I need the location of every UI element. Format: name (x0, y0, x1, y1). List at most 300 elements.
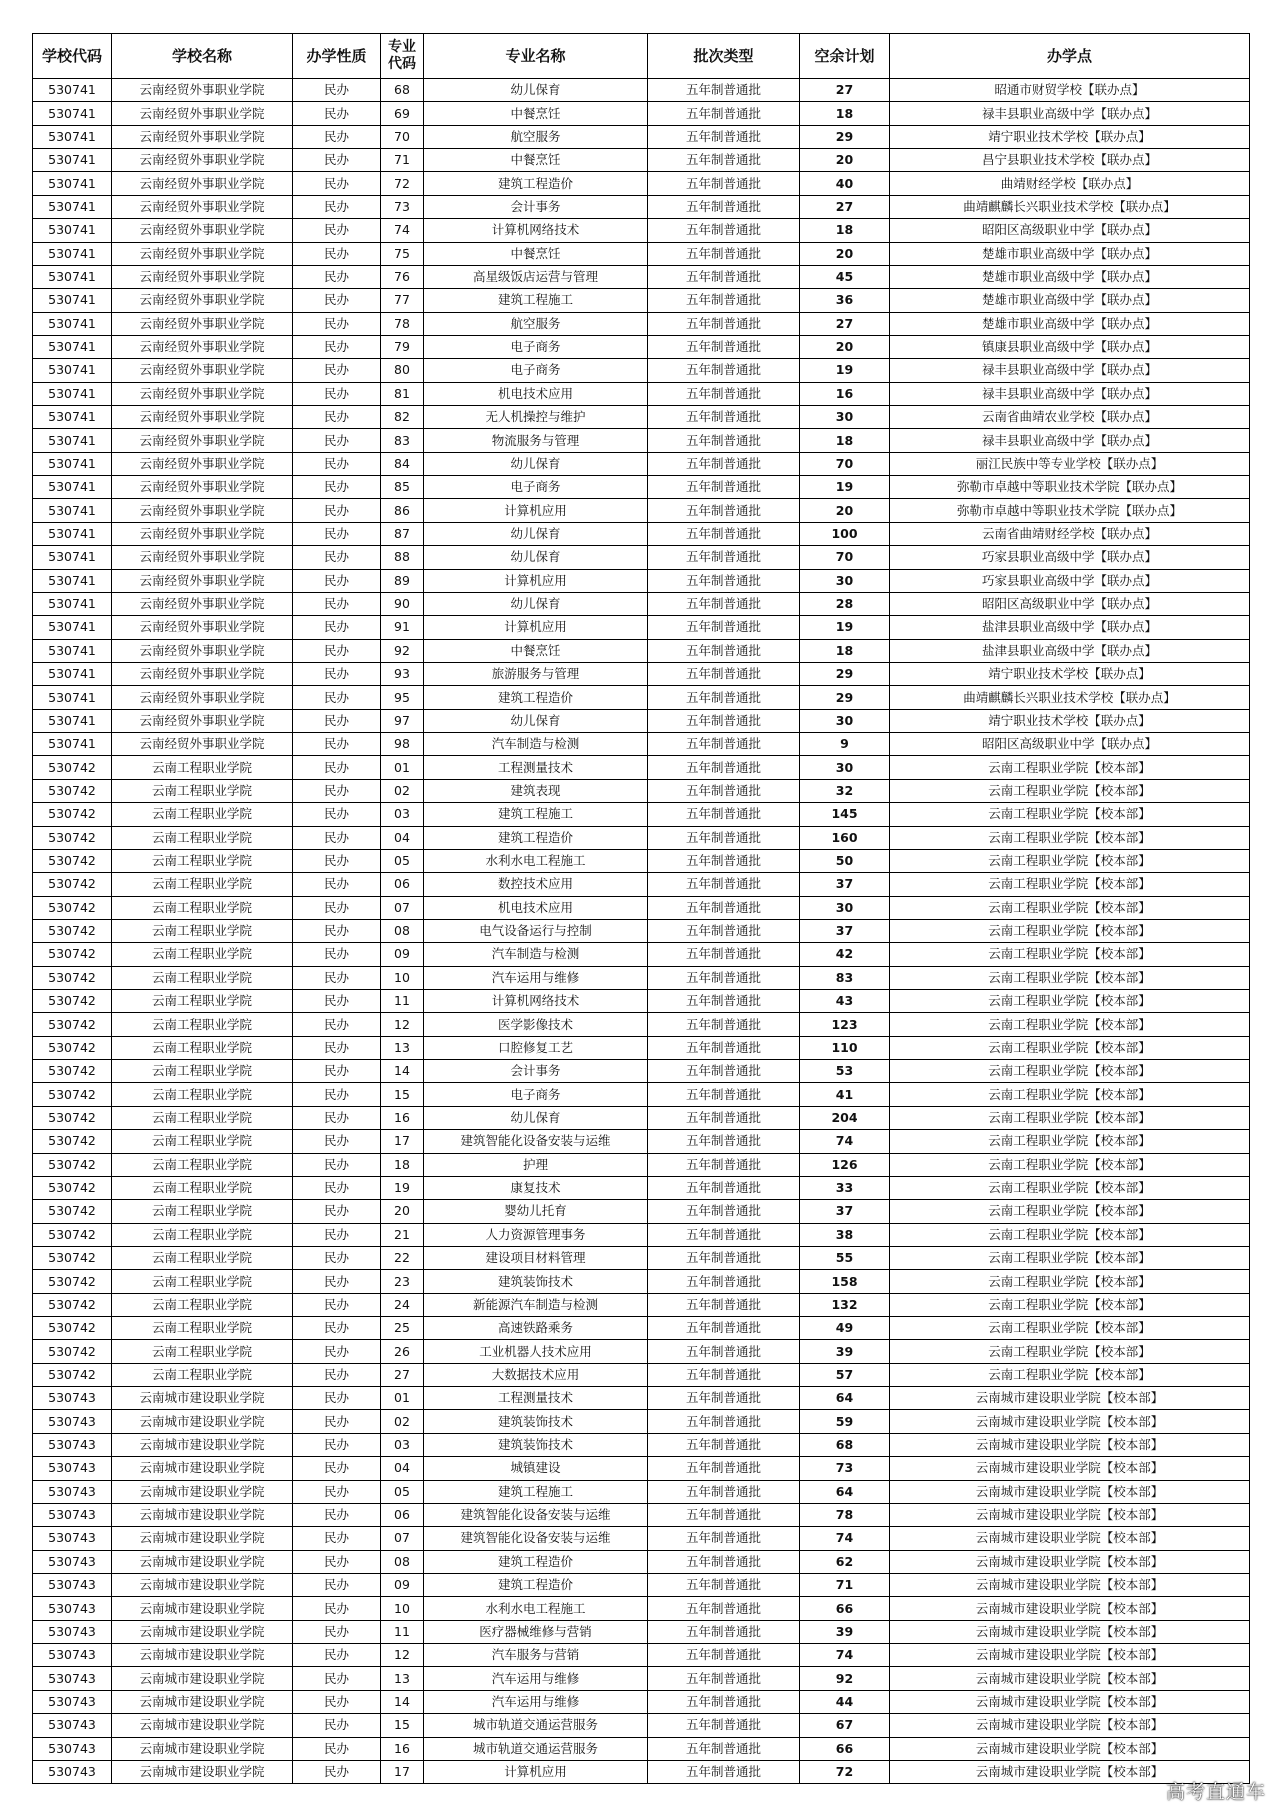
cell-school-code: 530742 (33, 943, 112, 966)
cell-batch-type: 五年制普通批 (648, 1153, 800, 1176)
cell-school-type: 民办 (293, 966, 381, 989)
cell-school-type: 民办 (293, 849, 381, 872)
cell-major-code: 02 (381, 1410, 424, 1433)
cell-major-name: 城市轨道交通运营服务 (424, 1737, 648, 1760)
cell-school-name: 云南经贸外事职业学院 (112, 733, 293, 756)
cell-school-code: 530741 (33, 569, 112, 592)
cell-campus: 云南城市建设职业学院【校本部】 (890, 1714, 1250, 1737)
cell-campus: 曲靖麒麟长兴职业技术学校【联办点】 (890, 686, 1250, 709)
cell-major-name: 大数据技术应用 (424, 1363, 648, 1386)
cell-remaining-plan: 53 (800, 1060, 890, 1083)
cell-batch-type: 五年制普通批 (648, 1130, 800, 1153)
cell-campus: 云南城市建设职业学院【校本部】 (890, 1433, 1250, 1456)
cell-batch-type: 五年制普通批 (648, 1620, 800, 1643)
table-row (33, 592, 1250, 615)
cell-batch-type: 五年制普通批 (648, 382, 800, 405)
cell-school-name: 云南工程职业学院 (112, 1293, 293, 1316)
table-row (33, 1714, 1250, 1737)
cell-campus: 云南城市建设职业学院【校本部】 (890, 1410, 1250, 1433)
cell-batch-type: 五年制普通批 (648, 1387, 800, 1410)
table-row (33, 312, 1250, 335)
cell-remaining-plan: 9 (800, 733, 890, 756)
cell-school-code: 530743 (33, 1667, 112, 1690)
header-campus: 办学点 (890, 34, 1250, 79)
cell-campus: 昭阳区高级职业中学【联办点】 (890, 733, 1250, 756)
cell-batch-type: 五年制普通批 (648, 1667, 800, 1690)
cell-campus: 云南城市建设职业学院【校本部】 (890, 1690, 1250, 1713)
cell-school-name: 云南经贸外事职业学院 (112, 429, 293, 452)
cell-school-name: 云南经贸外事职业学院 (112, 592, 293, 615)
cell-batch-type: 五年制普通批 (648, 195, 800, 218)
cell-campus: 云南城市建设职业学院【校本部】 (890, 1457, 1250, 1480)
cell-school-type: 民办 (293, 1363, 381, 1386)
table-row (33, 149, 1250, 172)
cell-school-name: 云南城市建设职业学院 (112, 1737, 293, 1760)
table-row (33, 1737, 1250, 1760)
table-row (33, 1083, 1250, 1106)
cell-major-code: 13 (381, 1036, 424, 1059)
cell-school-type: 民办 (293, 1036, 381, 1059)
cell-campus: 云南工程职业学院【校本部】 (890, 990, 1250, 1013)
cell-remaining-plan: 16 (800, 382, 890, 405)
cell-batch-type: 五年制普通批 (648, 990, 800, 1013)
cell-school-name: 云南经贸外事职业学院 (112, 709, 293, 732)
cell-school-type: 民办 (293, 1153, 381, 1176)
cell-school-code: 530743 (33, 1503, 112, 1526)
cell-remaining-plan: 55 (800, 1246, 890, 1269)
cell-major-code: 07 (381, 896, 424, 919)
cell-school-type: 民办 (293, 149, 381, 172)
cell-major-code: 70 (381, 125, 424, 148)
cell-major-code: 76 (381, 265, 424, 288)
cell-major-code: 14 (381, 1690, 424, 1713)
cell-remaining-plan: 41 (800, 1083, 890, 1106)
cell-remaining-plan: 36 (800, 289, 890, 312)
cell-school-name: 云南工程职业学院 (112, 849, 293, 872)
table-row (33, 335, 1250, 358)
cell-school-code: 530741 (33, 172, 112, 195)
cell-remaining-plan: 20 (800, 335, 890, 358)
cell-campus: 云南省曲靖农业学校【联办点】 (890, 406, 1250, 429)
cell-campus: 云南工程职业学院【校本部】 (890, 1060, 1250, 1083)
cell-school-name: 云南工程职业学院 (112, 803, 293, 826)
cell-remaining-plan: 43 (800, 990, 890, 1013)
cell-batch-type: 五年制普通批 (648, 289, 800, 312)
cell-batch-type: 五年制普通批 (648, 79, 800, 102)
cell-batch-type: 五年制普通批 (648, 1317, 800, 1340)
cell-remaining-plan: 73 (800, 1457, 890, 1480)
cell-remaining-plan: 18 (800, 102, 890, 125)
cell-major-code: 01 (381, 1387, 424, 1410)
cell-school-code: 530742 (33, 990, 112, 1013)
cell-school-code: 530741 (33, 102, 112, 125)
cell-major-name: 建筑工程施工 (424, 1480, 648, 1503)
table-row (33, 569, 1250, 592)
table-row (33, 1340, 1250, 1363)
cell-school-name: 云南工程职业学院 (112, 1223, 293, 1246)
cell-major-name: 建筑智能化设备安装与运维 (424, 1503, 648, 1526)
cell-remaining-plan: 64 (800, 1480, 890, 1503)
cell-major-code: 92 (381, 639, 424, 662)
cell-major-name: 物流服务与管理 (424, 429, 648, 452)
cell-school-code: 530741 (33, 149, 112, 172)
cell-campus: 靖宁职业技术学校【联办点】 (890, 709, 1250, 732)
table-row (33, 616, 1250, 639)
cell-school-name: 云南经贸外事职业学院 (112, 125, 293, 148)
cell-school-type: 民办 (293, 1457, 381, 1480)
cell-major-code: 09 (381, 1574, 424, 1597)
cell-major-code: 02 (381, 779, 424, 802)
header-school-type: 办学性质 (293, 34, 381, 79)
cell-school-type: 民办 (293, 1293, 381, 1316)
cell-major-code: 26 (381, 1340, 424, 1363)
cell-school-code: 530743 (33, 1527, 112, 1550)
cell-school-name: 云南城市建设职业学院 (112, 1387, 293, 1410)
cell-school-type: 民办 (293, 1574, 381, 1597)
cell-school-type: 民办 (293, 172, 381, 195)
cell-school-name: 云南经贸外事职业学院 (112, 569, 293, 592)
table-row (33, 522, 1250, 545)
cell-major-code: 15 (381, 1714, 424, 1737)
cell-school-code: 530741 (33, 616, 112, 639)
cell-batch-type: 五年制普通批 (648, 709, 800, 732)
cell-batch-type: 五年制普通批 (648, 1223, 800, 1246)
cell-campus: 禄丰县职业高级中学【联办点】 (890, 429, 1250, 452)
table-row (33, 382, 1250, 405)
table-row (33, 1036, 1250, 1059)
cell-major-name: 水利水电工程施工 (424, 849, 648, 872)
cell-campus: 云南工程职业学院【校本部】 (890, 779, 1250, 802)
cell-school-name: 云南经贸外事职业学院 (112, 662, 293, 685)
cell-school-type: 民办 (293, 429, 381, 452)
cell-major-code: 07 (381, 1527, 424, 1550)
cell-batch-type: 五年制普通批 (648, 1527, 800, 1550)
cell-remaining-plan: 45 (800, 265, 890, 288)
cell-school-name: 云南经贸外事职业学院 (112, 172, 293, 195)
cell-school-code: 530742 (33, 756, 112, 779)
cell-campus: 云南工程职业学院【校本部】 (890, 1013, 1250, 1036)
cell-school-type: 民办 (293, 1550, 381, 1573)
cell-school-name: 云南工程职业学院 (112, 1363, 293, 1386)
cell-campus: 巧家县职业高级中学【联办点】 (890, 569, 1250, 592)
cell-school-code: 530741 (33, 709, 112, 732)
cell-major-name: 机电技术应用 (424, 896, 648, 919)
cell-school-code: 530742 (33, 1246, 112, 1269)
cell-remaining-plan: 126 (800, 1153, 890, 1176)
cell-campus: 云南城市建设职业学院【校本部】 (890, 1503, 1250, 1526)
cell-major-name: 会计事务 (424, 1060, 648, 1083)
cell-batch-type: 五年制普通批 (648, 1060, 800, 1083)
cell-school-name: 云南工程职业学院 (112, 756, 293, 779)
cell-remaining-plan: 78 (800, 1503, 890, 1526)
cell-campus: 云南工程职业学院【校本部】 (890, 1270, 1250, 1293)
cell-batch-type: 五年制普通批 (648, 1760, 800, 1783)
cell-major-name: 会计事务 (424, 195, 648, 218)
cell-remaining-plan: 68 (800, 1433, 890, 1456)
cell-batch-type: 五年制普通批 (648, 1410, 800, 1433)
cell-major-name: 汽车运用与维修 (424, 1667, 648, 1690)
cell-school-type: 民办 (293, 896, 381, 919)
cell-school-type: 民办 (293, 1690, 381, 1713)
cell-remaining-plan: 19 (800, 616, 890, 639)
cell-school-code: 530742 (33, 1223, 112, 1246)
cell-remaining-plan: 50 (800, 849, 890, 872)
table-row (33, 265, 1250, 288)
cell-major-code: 15 (381, 1083, 424, 1106)
cell-major-name: 建筑工程造价 (424, 686, 648, 709)
cell-major-code: 12 (381, 1013, 424, 1036)
cell-major-code: 88 (381, 546, 424, 569)
cell-campus: 禄丰县职业高级中学【联办点】 (890, 102, 1250, 125)
cell-school-name: 云南工程职业学院 (112, 1130, 293, 1153)
cell-school-code: 530742 (33, 803, 112, 826)
cell-school-code: 530741 (33, 733, 112, 756)
cell-major-code: 82 (381, 406, 424, 429)
cell-school-name: 云南经贸外事职业学院 (112, 219, 293, 242)
cell-school-name: 云南经贸外事职业学院 (112, 616, 293, 639)
cell-major-name: 水利水电工程施工 (424, 1597, 648, 1620)
cell-major-name: 电子商务 (424, 1083, 648, 1106)
cell-batch-type: 五年制普通批 (648, 1200, 800, 1223)
cell-remaining-plan: 19 (800, 476, 890, 499)
cell-school-code: 530742 (33, 1013, 112, 1036)
cell-remaining-plan: 100 (800, 522, 890, 545)
cell-school-name: 云南工程职业学院 (112, 943, 293, 966)
cell-school-name: 云南经贸外事职业学院 (112, 335, 293, 358)
table-row (33, 102, 1250, 125)
cell-major-code: 16 (381, 1737, 424, 1760)
cell-school-type: 民办 (293, 1410, 381, 1433)
cell-major-code: 90 (381, 592, 424, 615)
cell-school-name: 云南工程职业学院 (112, 826, 293, 849)
cell-batch-type: 五年制普通批 (648, 639, 800, 662)
table-row (33, 452, 1250, 475)
cell-school-name: 云南工程职业学院 (112, 1153, 293, 1176)
cell-school-type: 民办 (293, 1270, 381, 1293)
cell-major-code: 06 (381, 1503, 424, 1526)
cell-major-code: 16 (381, 1106, 424, 1129)
cell-remaining-plan: 204 (800, 1106, 890, 1129)
cell-major-code: 87 (381, 522, 424, 545)
cell-campus: 云南工程职业学院【校本部】 (890, 943, 1250, 966)
table-row (33, 1667, 1250, 1690)
cell-remaining-plan: 40 (800, 172, 890, 195)
cell-school-code: 530741 (33, 639, 112, 662)
cell-remaining-plan: 19 (800, 359, 890, 382)
cell-batch-type: 五年制普通批 (648, 1083, 800, 1106)
cell-batch-type: 五年制普通批 (648, 1574, 800, 1597)
cell-major-code: 11 (381, 990, 424, 1013)
cell-campus: 云南工程职业学院【校本部】 (890, 1106, 1250, 1129)
cell-campus: 楚雄市职业高级中学【联办点】 (890, 289, 1250, 312)
cell-major-code: 12 (381, 1644, 424, 1667)
cell-major-code: 71 (381, 149, 424, 172)
table-row (33, 1293, 1250, 1316)
cell-remaining-plan: 74 (800, 1527, 890, 1550)
cell-campus: 云南工程职业学院【校本部】 (890, 966, 1250, 989)
table-row (33, 242, 1250, 265)
cell-school-type: 民办 (293, 616, 381, 639)
cell-major-code: 68 (381, 79, 424, 102)
cell-major-code: 22 (381, 1246, 424, 1269)
cell-school-name: 云南工程职业学院 (112, 873, 293, 896)
cell-campus: 云南工程职业学院【校本部】 (890, 826, 1250, 849)
cell-batch-type: 五年制普通批 (648, 172, 800, 195)
cell-school-type: 民办 (293, 1644, 381, 1667)
table-row (33, 429, 1250, 452)
cell-major-name: 建筑工程造价 (424, 1550, 648, 1573)
cell-campus: 云南工程职业学院【校本部】 (890, 1036, 1250, 1059)
cell-major-name: 高速铁路乘务 (424, 1317, 648, 1340)
cell-major-code: 21 (381, 1223, 424, 1246)
cell-school-name: 云南经贸外事职业学院 (112, 195, 293, 218)
cell-major-name: 幼儿保育 (424, 709, 648, 732)
cell-school-type: 民办 (293, 1013, 381, 1036)
table-row (33, 1457, 1250, 1480)
cell-school-type: 民办 (293, 382, 381, 405)
cell-major-code: 83 (381, 429, 424, 452)
cell-school-code: 530741 (33, 522, 112, 545)
cell-campus: 云南工程职业学院【校本部】 (890, 896, 1250, 919)
cell-school-type: 民办 (293, 499, 381, 522)
cell-major-code: 18 (381, 1153, 424, 1176)
cell-school-code: 530741 (33, 592, 112, 615)
table-row (33, 943, 1250, 966)
cell-remaining-plan: 27 (800, 312, 890, 335)
cell-school-name: 云南经贸外事职业学院 (112, 452, 293, 475)
cell-campus: 昭阳区高级职业中学【联办点】 (890, 219, 1250, 242)
cell-school-type: 民办 (293, 1667, 381, 1690)
cell-remaining-plan: 37 (800, 873, 890, 896)
cell-school-type: 民办 (293, 102, 381, 125)
cell-school-type: 民办 (293, 943, 381, 966)
cell-batch-type: 五年制普通批 (648, 125, 800, 148)
watermark: 高考直通车 (1165, 1781, 1266, 1803)
cell-school-code: 530741 (33, 429, 112, 452)
cell-remaining-plan: 30 (800, 709, 890, 732)
cell-school-name: 云南工程职业学院 (112, 1013, 293, 1036)
cell-campus: 云南工程职业学院【校本部】 (890, 803, 1250, 826)
cell-major-code: 98 (381, 733, 424, 756)
cell-remaining-plan: 30 (800, 406, 890, 429)
cell-campus: 云南工程职业学院【校本部】 (890, 1293, 1250, 1316)
cell-campus: 丽江民族中等专业学校【联办点】 (890, 452, 1250, 475)
cell-major-code: 69 (381, 102, 424, 125)
table-row (33, 406, 1250, 429)
cell-school-type: 民办 (293, 79, 381, 102)
cell-school-type: 民办 (293, 242, 381, 265)
cell-school-code: 530742 (33, 1317, 112, 1340)
cell-major-name: 幼儿保育 (424, 452, 648, 475)
cell-batch-type: 五年制普通批 (648, 1550, 800, 1573)
cell-batch-type: 五年制普通批 (648, 1597, 800, 1620)
cell-school-type: 民办 (293, 1130, 381, 1153)
cell-school-code: 530742 (33, 966, 112, 989)
cell-campus: 镇康县职业高级中学【联办点】 (890, 335, 1250, 358)
cell-remaining-plan: 29 (800, 686, 890, 709)
cell-school-code: 530741 (33, 359, 112, 382)
cell-batch-type: 五年制普通批 (648, 779, 800, 802)
cell-school-name: 云南工程职业学院 (112, 966, 293, 989)
cell-remaining-plan: 92 (800, 1667, 890, 1690)
cell-remaining-plan: 160 (800, 826, 890, 849)
cell-batch-type: 五年制普通批 (648, 733, 800, 756)
cell-school-type: 民办 (293, 756, 381, 779)
table-row (33, 1387, 1250, 1410)
cell-school-code: 530742 (33, 1293, 112, 1316)
cell-major-code: 14 (381, 1060, 424, 1083)
cell-remaining-plan: 18 (800, 219, 890, 242)
cell-school-code: 530742 (33, 873, 112, 896)
cell-school-code: 530743 (33, 1714, 112, 1737)
cell-campus: 云南工程职业学院【校本部】 (890, 1223, 1250, 1246)
cell-school-code: 530743 (33, 1410, 112, 1433)
cell-batch-type: 五年制普通批 (648, 756, 800, 779)
cell-school-code: 530743 (33, 1574, 112, 1597)
cell-major-code: 79 (381, 335, 424, 358)
cell-major-name: 城市轨道交通运营服务 (424, 1714, 648, 1737)
table-row (33, 289, 1250, 312)
cell-school-code: 530742 (33, 849, 112, 872)
cell-batch-type: 五年制普通批 (648, 1293, 800, 1316)
cell-school-type: 民办 (293, 569, 381, 592)
cell-school-name: 云南经贸外事职业学院 (112, 149, 293, 172)
cell-major-code: 01 (381, 756, 424, 779)
cell-batch-type: 五年制普通批 (648, 1714, 800, 1737)
cell-school-code: 530742 (33, 1200, 112, 1223)
cell-school-name: 云南城市建设职业学院 (112, 1597, 293, 1620)
header-row (33, 34, 1250, 79)
cell-school-name: 云南工程职业学院 (112, 1083, 293, 1106)
cell-school-code: 530742 (33, 1130, 112, 1153)
cell-school-code: 530741 (33, 265, 112, 288)
cell-remaining-plan: 20 (800, 499, 890, 522)
cell-major-name: 工业机器人技术应用 (424, 1340, 648, 1363)
cell-major-code: 17 (381, 1130, 424, 1153)
cell-school-type: 民办 (293, 803, 381, 826)
cell-school-type: 民办 (293, 1223, 381, 1246)
cell-batch-type: 五年制普通批 (648, 476, 800, 499)
cell-major-name: 汽车运用与维修 (424, 1690, 648, 1713)
cell-remaining-plan: 74 (800, 1130, 890, 1153)
cell-major-name: 建筑装饰技术 (424, 1270, 648, 1293)
cell-campus: 曲靖财经学校【联办点】 (890, 172, 1250, 195)
cell-school-type: 民办 (293, 1083, 381, 1106)
cell-campus: 昭阳区高级职业中学【联办点】 (890, 592, 1250, 615)
cell-major-name: 建设项目材料管理 (424, 1246, 648, 1269)
cell-remaining-plan: 30 (800, 569, 890, 592)
cell-remaining-plan: 132 (800, 1293, 890, 1316)
cell-batch-type: 五年制普通批 (648, 873, 800, 896)
cell-major-name: 中餐烹饪 (424, 242, 648, 265)
table-row (33, 1200, 1250, 1223)
cell-school-name: 云南经贸外事职业学院 (112, 102, 293, 125)
cell-major-name: 计算机应用 (424, 499, 648, 522)
cell-campus: 禄丰县职业高级中学【联办点】 (890, 359, 1250, 382)
cell-school-type: 民办 (293, 1714, 381, 1737)
cell-school-name: 云南经贸外事职业学院 (112, 79, 293, 102)
cell-major-code: 04 (381, 1457, 424, 1480)
cell-remaining-plan: 70 (800, 452, 890, 475)
enrollment-table (32, 33, 1250, 1784)
cell-batch-type: 五年制普通批 (648, 592, 800, 615)
cell-major-code: 23 (381, 1270, 424, 1293)
cell-school-code: 530742 (33, 919, 112, 942)
cell-school-code: 530741 (33, 499, 112, 522)
cell-major-code: 80 (381, 359, 424, 382)
cell-remaining-plan: 32 (800, 779, 890, 802)
cell-major-name: 计算机网络技术 (424, 990, 648, 1013)
